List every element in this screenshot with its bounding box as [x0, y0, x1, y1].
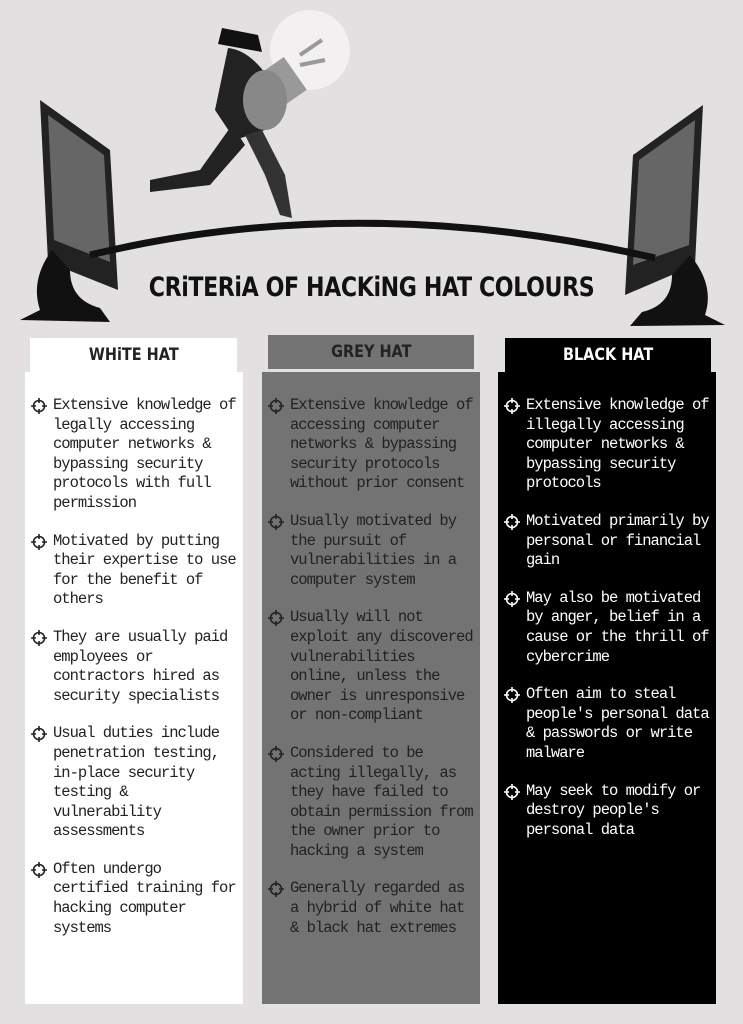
list-item-text: Motivated by putting their expertise to use for the benefit of others — [53, 531, 236, 609]
list-item — [268, 879, 476, 938]
list-item-text: Often undergo certified training for hacking computer systems — [53, 859, 236, 937]
list-item-text: Often aim to steal people's personal data & passwords or write malware — [526, 685, 709, 762]
grey-hat-header-label: GREY HAT — [330, 342, 412, 362]
list-item-text: Usual duties include penetration testing, in-place security testing & vulnerability assessments — [53, 724, 220, 841]
crosshair-icon — [504, 514, 520, 530]
crosshair-icon — [504, 398, 520, 414]
page-title: CRiTERiA OF HACKiNG HAT COLOURS — [148, 272, 595, 303]
list-item-text: Generally regarded as a hybrid of white hat & black hat extremes — [290, 879, 465, 937]
list-item-text: Extensive knowledge of accessing computer networks & bypassing security protocols without prior consent — [290, 396, 473, 493]
black-hat-header — [505, 338, 711, 372]
list-item — [504, 512, 712, 571]
list-item — [504, 685, 712, 763]
grey-hat-header — [268, 335, 474, 369]
crosshair-icon — [31, 630, 47, 646]
list-item — [268, 608, 476, 726]
crosshair-icon — [31, 726, 47, 742]
list-item — [31, 396, 239, 514]
list-item — [504, 782, 712, 841]
list-item-text: Considered to be acting illegally, as they have failed to obtain permission from the owner prior to hacking a system — [290, 743, 473, 860]
list-item-text: Usually will not exploit any discovered vulnerabilities online, unless the owner is unresponsive or non-compliant — [290, 608, 473, 725]
list-item-text: Usually motivated by the pursuit of vulnerabilities in a computer system — [290, 511, 457, 589]
crosshair-icon — [504, 687, 520, 703]
crosshair-icon — [31, 862, 47, 878]
list-item-text: They are usually paid employees or contractors hired as security specialists — [53, 627, 228, 705]
white-hat-header — [30, 338, 237, 372]
list-item — [504, 396, 712, 494]
grey-hat-column — [262, 372, 480, 1004]
crosshair-icon — [268, 398, 284, 414]
crosshair-icon — [31, 534, 47, 550]
black-hat-column — [498, 372, 716, 1004]
tightrope — [90, 223, 655, 258]
list-item-text: Extensive knowledge of legally accessing computer networks & bypassing security protocols with full permission — [53, 396, 236, 512]
white-hat-column — [25, 372, 243, 1004]
crosshair-icon — [268, 881, 284, 897]
list-item-text: Motivated primarily by personal or financial gain — [526, 511, 709, 570]
list-item — [31, 724, 239, 842]
list-item — [504, 589, 712, 667]
crosshair-icon — [31, 398, 47, 414]
list-item — [31, 860, 239, 938]
list-item — [268, 396, 476, 494]
crosshair-icon — [268, 610, 284, 626]
crosshair-icon — [504, 784, 520, 800]
list-item — [31, 628, 239, 706]
crosshair-icon — [268, 746, 284, 762]
list-item-text: May also be motivated by anger, belief in a cause or the thrill of cybercrime — [526, 588, 709, 666]
crosshair-icon — [268, 514, 284, 530]
black-hat-header-label: BLACK HAT — [562, 345, 654, 365]
crosshair-icon — [504, 591, 520, 607]
list-item-text: May seek to modify or destroy people's personal data — [526, 781, 701, 839]
white-hat-header-label: WHiTE HAT — [88, 345, 179, 365]
list-item — [268, 512, 476, 590]
list-item — [268, 744, 476, 862]
list-item-text: Extensive knowledge of illegally accessing computer networks & bypassing security protocols — [526, 396, 709, 493]
list-item — [31, 532, 239, 610]
